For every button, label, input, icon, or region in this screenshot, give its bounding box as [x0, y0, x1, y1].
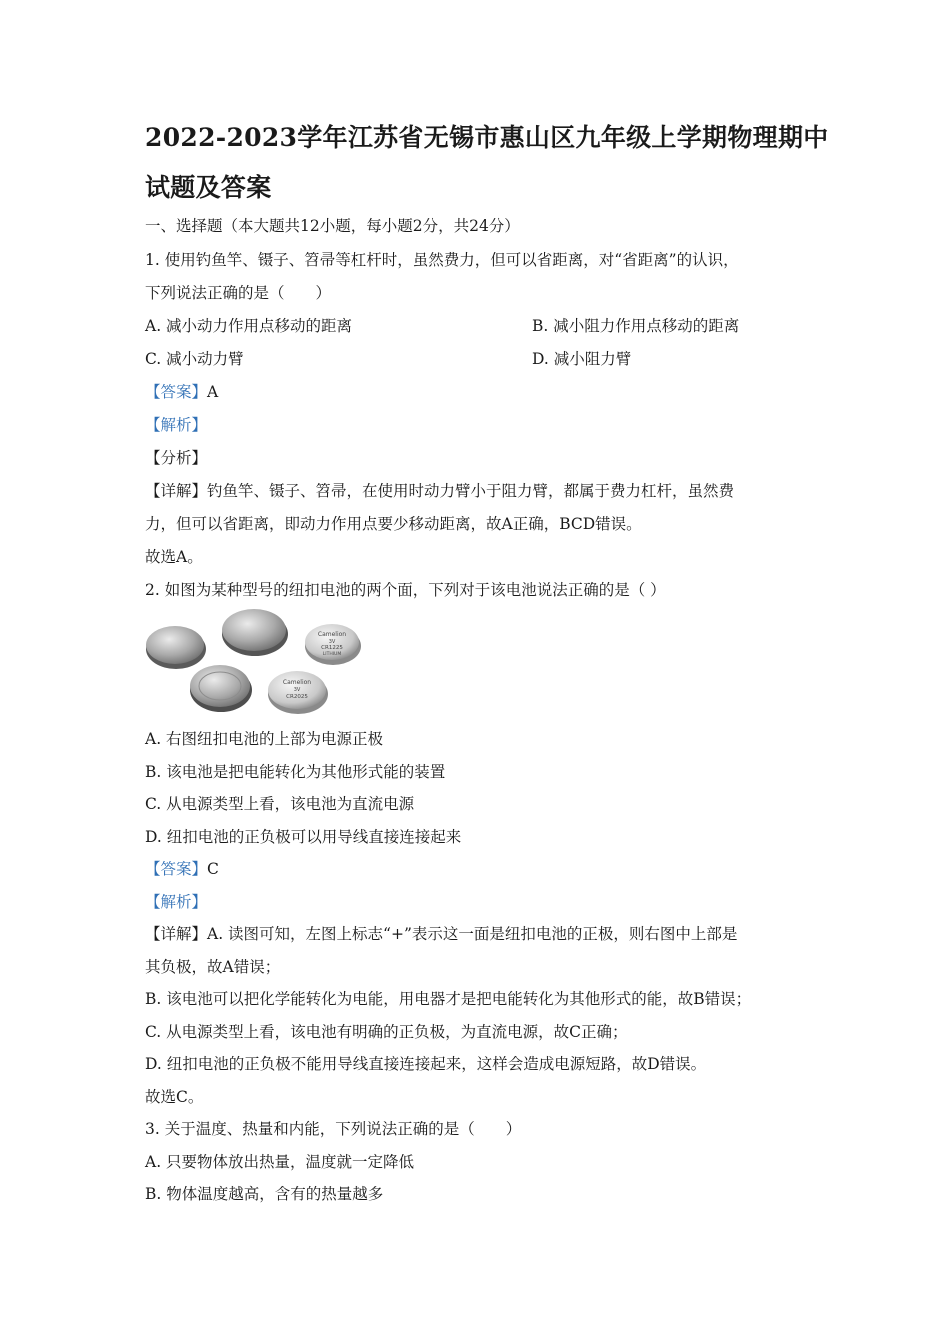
q1-stem-line2: 下列说法正确的是（ ）: [145, 284, 332, 302]
q2-option-c: C. 从电源类型上看，该电池为直流电源: [145, 795, 415, 813]
q2-answer: [145, 857, 219, 879]
q1-option-a: A. 减小动力作用点移动的距离: [145, 317, 353, 335]
q1-option-b: B. 减小阻力作用点移动的距离: [532, 317, 740, 335]
battery-3-volt: 3V: [328, 639, 336, 645]
doc-title-line2: 试题及答案: [145, 173, 272, 202]
q3-stem: 3. 关于温度、热量和内能，下列说法正确的是（ ）: [145, 1120, 522, 1138]
q2-analysis-tag: 【解析】: [145, 893, 208, 911]
q1-detail-line2: 力，但可以省距离，即动力作用点要少移动距离，故A正确，BCD错误。: [145, 515, 642, 533]
q3-option-a: A. 只要物体放出热量，温度就一定降低: [145, 1153, 415, 1171]
q3-option-b: B. 物体温度越高，含有的热量越多: [145, 1185, 384, 1203]
q1-detail-line1: 【详解】钓鱼竿、镊子、笤帚，在使用时动力臂小于阻力臂，都属于费力杠杆，虽然费: [145, 482, 735, 500]
battery-3: [305, 624, 361, 665]
q1-option-c: C. 减小动力臂: [145, 350, 244, 368]
q2-option-a: A. 右图纽扣电池的上部为电源正极: [145, 730, 384, 748]
q1-answer-value: A: [207, 383, 219, 401]
q1-answer-tag: 【答案】: [145, 383, 208, 401]
q1-answer: [145, 380, 218, 402]
battery-1: [146, 626, 206, 669]
q1-option-d: D. 减小阻力臂: [532, 350, 632, 368]
q1-conclusion: 故选A。: [145, 548, 203, 566]
battery-5-volt: 3V: [293, 687, 301, 693]
doc-title-line1: 2022-2023学年江苏省无锡市惠山区九年级上学期物理期中: [145, 123, 829, 152]
battery-5: [268, 671, 328, 714]
battery-3-brand: Camelion: [317, 631, 347, 638]
section-heading: 一、选择题（本大题共12小题，每小题2分，共24分）: [145, 217, 520, 235]
q2-detail-line1: 【详解】A. 读图可知，左图上标志“+”表示这一面是纽扣电池的正极，则右图中上部是: [145, 925, 738, 943]
q2-conclusion: 故选C。: [145, 1088, 204, 1106]
q2-detail-line3: B. 该电池可以把化学能转化为电能，用电器才是把电能转化为其他形式的能，故B错误；: [145, 990, 752, 1008]
battery-photo: [143, 608, 363, 718]
q1-stem-line1: 1. 使用钓鱼竿、镊子、笤帚等杠杆时，虽然费力，但可以省距离，对“省距离”的认识，: [145, 251, 739, 269]
q2-answer-value: C: [207, 860, 219, 878]
q1-analysis-tag: 【解析】: [145, 416, 208, 434]
q2-option-b: B. 该电池是把电能转化为其他形式能的装置: [145, 763, 446, 781]
q2-option-d: D. 纽扣电池的正负极可以用导线直接连接起来: [145, 828, 462, 846]
q1-fenxi: 【分析】: [145, 449, 208, 467]
battery-3-model: CR1225: [321, 645, 343, 651]
q2-detail-line4: C. 从电源类型上看，该电池有明确的正负极，为直流电源，故C正确；: [145, 1023, 628, 1041]
q2-stem: 2. 如图为某种型号的纽扣电池的两个面，下列对于该电池说法正确的是（ ）: [145, 581, 666, 599]
battery-3-type: LITHIUM: [322, 652, 342, 657]
battery-5-model: CR2025: [286, 694, 308, 700]
battery-2: [222, 609, 288, 656]
battery-4: [190, 665, 252, 712]
battery-5-brand: Camelion: [282, 679, 312, 686]
q2-answer-tag: 【答案】: [145, 860, 208, 878]
q2-detail-line5: D. 纽扣电池的正负极不能用导线直接连接起来，这样会造成电源短路，故D错误。: [145, 1055, 707, 1073]
q2-detail-line2: 其负极，故A错误；: [145, 958, 281, 976]
